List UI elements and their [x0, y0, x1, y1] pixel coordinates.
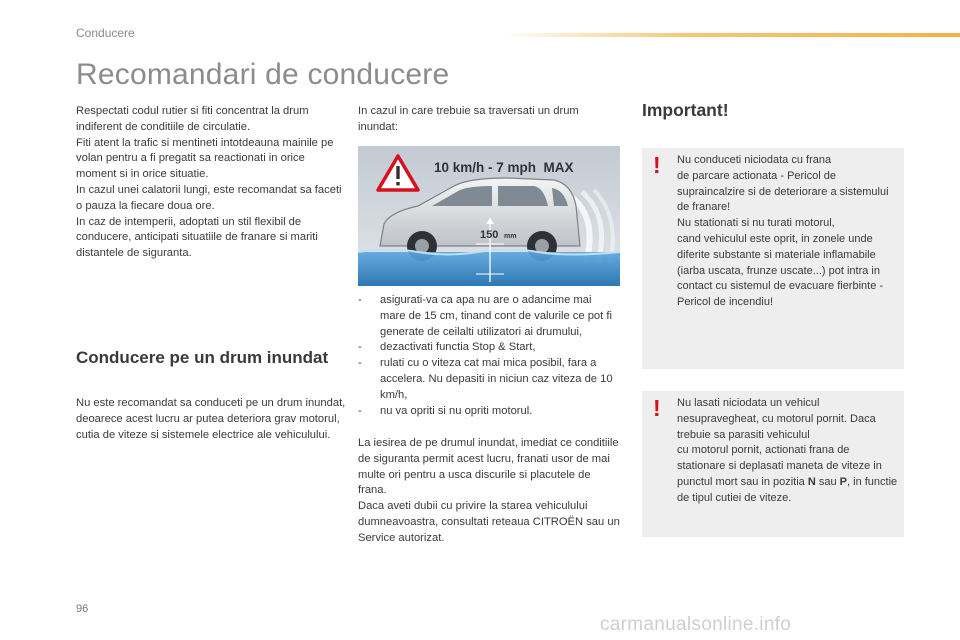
- page-title: Recomandari de conducere: [76, 58, 450, 91]
- page-number: 96: [76, 603, 89, 615]
- list-item: - rulati cu o viteza cat mai mica posibil, fara a accelera. Nu depasiti in niciun caz viteza de 10 km/h,: [358, 357, 613, 401]
- depth-value-label: 150: [480, 229, 499, 241]
- section-label: Conducere: [76, 26, 135, 40]
- list-item: - dezactivati functia Stop & Start,: [358, 341, 536, 354]
- flooded-road-intro: [76, 396, 346, 443]
- flooded-steps-list: [358, 293, 620, 419]
- after-flood-text-block: [358, 436, 620, 547]
- exclamation-icon: !: [653, 152, 661, 178]
- depth-unit-label: mm: [504, 233, 517, 240]
- flooded-lead-text: In cazul in care trebuie sa traversati un drum inundat:: [358, 105, 579, 133]
- warning-text-unattended-vehicle: Nu lasati niciodata un vehicul nesupravegheat, cu motorul pornit. Daca trebuie sa parasiti vehiculul cu motorul pornit, actionati frana de stationare si deplasati maneta de viteze in punctul mort sau in pozitia N sau P, in functie de tipul cutiei de viteze.: [677, 397, 898, 504]
- speed-limit-label: 10 km/h - 7 mph MAX: [434, 160, 574, 175]
- flooded-column: [358, 104, 620, 136]
- list-item: - asigurati-va ca apa nu are o adancime mai mare de 15 cm, tinand cont de valurile ce pot fi generate de ceilalti utilizatori ai drumului,: [358, 294, 612, 338]
- flooded-road-illustration: [358, 146, 620, 286]
- watermark: carmanualsonline.info: [600, 614, 792, 635]
- intro-column: [76, 104, 346, 262]
- gear-position-n: N: [807, 475, 816, 488]
- intro-text: Respectati codul rutier si fiti concentrat la drum indiferent de conditiile de circulatie. Fiti atent la trafic si mentineti intotdeauna mainile pe volan pentru a fi pregatit sa reactionati in orice moment si in orice situatie. In cazul unei calatorii lungi, este recomandat sa faceti o pauza la fiecare doua ore. In caz de intemperii, adoptati un stil flexibil de conducere, anticipati situatiile de franare si mariti distantele de siguranta.: [76, 105, 342, 260]
- gear-position-p: P: [839, 475, 848, 488]
- warning-box-parking-brake: [642, 148, 904, 369]
- header-bar: [500, 33, 960, 37]
- warning-text-parking-brake: Nu conduceti niciodata cu frana de parcare actionata - Pericol de supraincalzire si de deteriorare a sistemului de franare! Nu stationati si nu turati motorul, cand vehiculul este oprit, in zonele unde diferite substante si materiale inflamabile (iarba uscata, frunze uscate...) pot intra in contact cu sistemul de evacuare fierbinte - Pericol de incendiu!: [677, 154, 889, 309]
- flooded-road-heading: Conducere pe un drum inundat: [76, 348, 329, 367]
- warning-box-unattended-vehicle: [642, 391, 904, 537]
- exclamation-icon: !: [653, 395, 661, 421]
- list-item: - nu va opriti si nu opriti motorul.: [358, 404, 533, 417]
- flooded-road-text: Nu este recomandat sa conduceti pe un drum inundat, deoarece acest lucru ar putea deteriora grav motorul, cutia de viteze si sistemele electrice ale vehiculului.: [76, 397, 346, 441]
- after-flood-text: La iesirea de pe drumul inundat, imediat ce conditiile de siguranta permit acest lucru, franati usor de mai multe ori pentru a usca discurile si placutele de frana. Daca aveti dubii cu privire la starea vehiculului dumneavoastra, consultati reteaua CITROËN sau un Service autorizat.: [358, 437, 620, 544]
- important-column: [642, 100, 904, 121]
- important-heading: Important!: [642, 100, 729, 120]
